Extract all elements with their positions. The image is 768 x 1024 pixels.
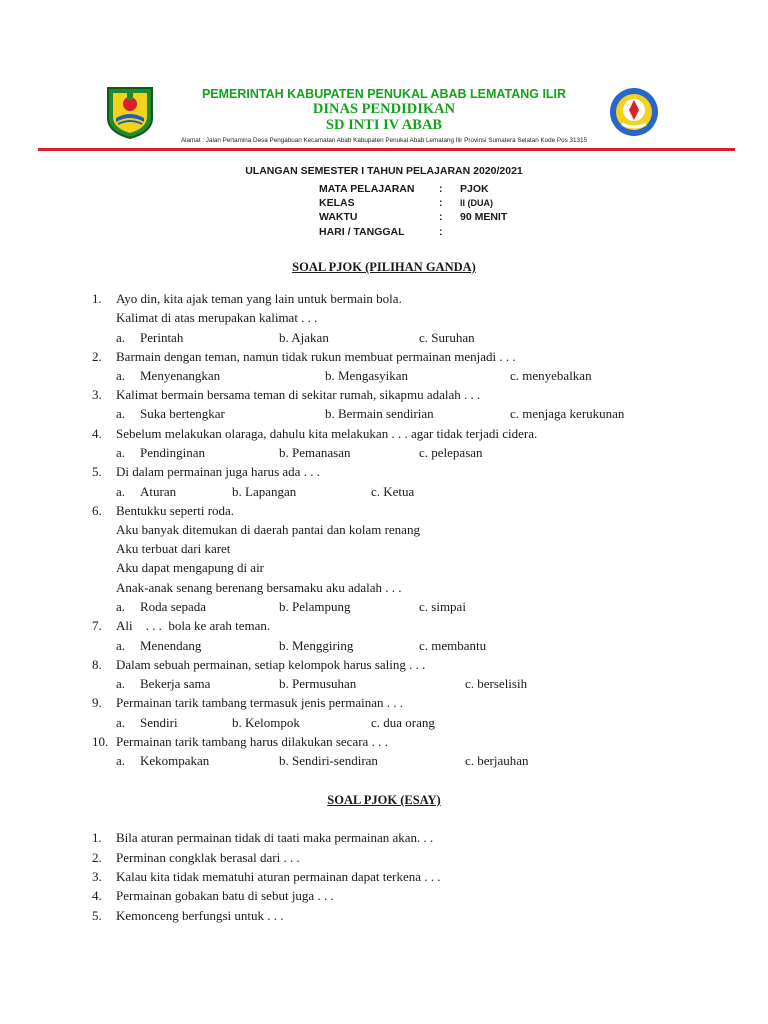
- question-text: Ayo din, kita ajak teman yang lain untuk bermain bola.: [116, 291, 402, 306]
- question-number: 10.: [92, 734, 109, 749]
- info-label-date: HARI / TANGGAL: [319, 226, 405, 238]
- question-text: Aku dapat mengapung di air: [116, 560, 265, 575]
- option-b: b. Lapangan: [232, 484, 297, 499]
- essay-question: Perminan congklak berasal dari . . .: [116, 850, 300, 865]
- agency-name: DINAS PENDIDIKAN: [312, 101, 456, 117]
- essay-number: 4.: [92, 888, 102, 903]
- option-letter: a.: [116, 599, 126, 614]
- option-a: Aturan: [140, 484, 177, 499]
- question-text: Aku banyak ditemukan di daerah pantai dan kolam renang: [116, 522, 420, 537]
- option-b: b. Kelompok: [232, 715, 300, 730]
- info-label-subject: MATA PELAJARAN: [319, 183, 415, 195]
- option-c: c. berjauhan: [465, 753, 529, 768]
- question-text: Sebelum melakukan olaraga, dahulu kita melakukan . . . agar tidak terjadi cidera.: [116, 426, 538, 441]
- option-c: c. Ketua: [371, 484, 415, 499]
- option-letter: a.: [116, 715, 126, 730]
- school-address: Alamat : Jalan Pertamina Desa Pengabuan Kecamatan Abab Kabupaten Penukal Abab Lematang Ilir Provinsi Sumatera Selatan Kode Pos 31315: [180, 137, 588, 144]
- question-number: 8.: [92, 657, 102, 672]
- option-b: b. Ajakan: [279, 330, 329, 345]
- option-b: b. Mengasyikan: [325, 368, 409, 383]
- question-text: Kalimat bermain bersama teman di sekitar rumah, sikapmu adalah . . .: [116, 387, 481, 402]
- option-a: Kekompakan: [140, 753, 210, 768]
- question-text: Barmain dengan teman, namun tidak rukun membuat permainan menjadi . . .: [116, 349, 516, 364]
- info-value-class: II (DUA): [460, 198, 493, 208]
- option-c: c. berselisih: [465, 676, 528, 691]
- option-letter: a.: [116, 330, 126, 345]
- question-number: 2.: [92, 349, 102, 364]
- option-a: Suka bertengkar: [140, 406, 225, 421]
- question-number: 5.: [92, 464, 102, 479]
- option-c: c. dua orang: [371, 715, 435, 730]
- question-text: Permainan tarik tambang termasuk jenis permainan . . .: [116, 695, 403, 710]
- option-c: c. Suruhan: [419, 330, 475, 345]
- option-letter: a.: [116, 638, 126, 653]
- info-separator: :: [439, 211, 443, 223]
- question-number: 7.: [92, 618, 102, 633]
- essay-question: Kemonceng berfungsi untuk . . .: [116, 908, 284, 923]
- government-name: PEMERINTAH KABUPATEN PENUKAL ABAB LEMATANG ILIR: [201, 87, 567, 101]
- mc-section-title: SOAL PJOK (PILIHAN GANDA): [292, 260, 476, 274]
- essay-number: 3.: [92, 869, 102, 884]
- option-b: b. Sendiri-sendiran: [279, 753, 378, 768]
- essay-question: Kalau kita tidak mematuhi aturan permainan dapat terkena . . .: [116, 869, 441, 884]
- header-divider: [38, 148, 735, 151]
- option-c: c. menjaga kerukunan: [510, 406, 625, 421]
- option-a: Pendinginan: [140, 445, 205, 460]
- option-b: b. Pemanasan: [279, 445, 351, 460]
- option-letter: a.: [116, 445, 126, 460]
- option-c: c. simpai: [419, 599, 466, 614]
- question-text: Di dalam permainan juga harus ada . . .: [116, 464, 320, 479]
- question-text: Bentukku seperti roda.: [116, 503, 235, 518]
- essay-number: 5.: [92, 908, 102, 923]
- option-a: Roda sepada: [140, 599, 207, 614]
- question-text: Dalam sebuah permainan, setiap kelompok harus saling . . .: [116, 657, 426, 672]
- info-value-time: 90 MENIT: [460, 211, 508, 223]
- question-text: Aku terbuat dari karet: [116, 541, 231, 556]
- info-separator: :: [439, 226, 443, 238]
- option-a: Sendiri: [140, 715, 178, 730]
- info-label-class: KELAS: [319, 197, 355, 209]
- question-text: Kalimat di atas merupakan kalimat . . .: [116, 310, 318, 325]
- question-number: 6.: [92, 503, 102, 518]
- option-b: b. Pelampung: [279, 599, 351, 614]
- question-number: 9.: [92, 695, 102, 710]
- essay-question: Permainan gobakan batu di sebut juga . . .: [116, 888, 334, 903]
- option-a: Perintah: [140, 330, 184, 345]
- option-c: c. membantu: [419, 638, 487, 653]
- essay-number: 1.: [92, 830, 102, 845]
- info-value-subject: PJOK: [460, 183, 489, 195]
- option-b: b. Permusuhan: [279, 676, 357, 691]
- info-label-time: WAKTU: [319, 211, 358, 223]
- info-separator: :: [439, 183, 443, 195]
- essay-number: 2.: [92, 850, 102, 865]
- question-text: Permainan tarik tambang harus dilakukan secara . . .: [116, 734, 388, 749]
- option-c: c. pelepasan: [419, 445, 483, 460]
- option-c: c. menyebalkan: [510, 368, 592, 383]
- option-a: Menendang: [140, 638, 202, 653]
- question-number: 4.: [92, 426, 102, 441]
- essay-question: Bila aturan permainan tidak di taati maka permainan akan. . .: [116, 830, 434, 845]
- exam-title: ULANGAN SEMESTER I TAHUN PELAJARAN 2020/2021: [245, 165, 523, 177]
- option-b: b. Menggiring: [279, 638, 354, 653]
- option-a: Bekerja sama: [140, 676, 211, 691]
- question-number: 1.: [92, 291, 102, 306]
- question-number: 3.: [92, 387, 102, 402]
- essay-section-title: SOAL PJOK (ESAY): [327, 793, 441, 807]
- option-letter: a.: [116, 753, 126, 768]
- school-name: SD INTI IV ABAB: [325, 117, 443, 133]
- option-letter: a.: [116, 484, 126, 499]
- option-letter: a.: [116, 368, 126, 383]
- question-text: Ali . . . bola ke arah teman.: [116, 618, 271, 633]
- option-b: b. Bermain sendirian: [325, 406, 434, 421]
- option-a: Menyenangkan: [140, 368, 221, 383]
- option-letter: a.: [116, 406, 126, 421]
- option-letter: a.: [116, 676, 126, 691]
- question-text: Anak-anak senang berenang bersamaku aku adalah . . .: [116, 580, 402, 595]
- info-separator: :: [439, 197, 443, 209]
